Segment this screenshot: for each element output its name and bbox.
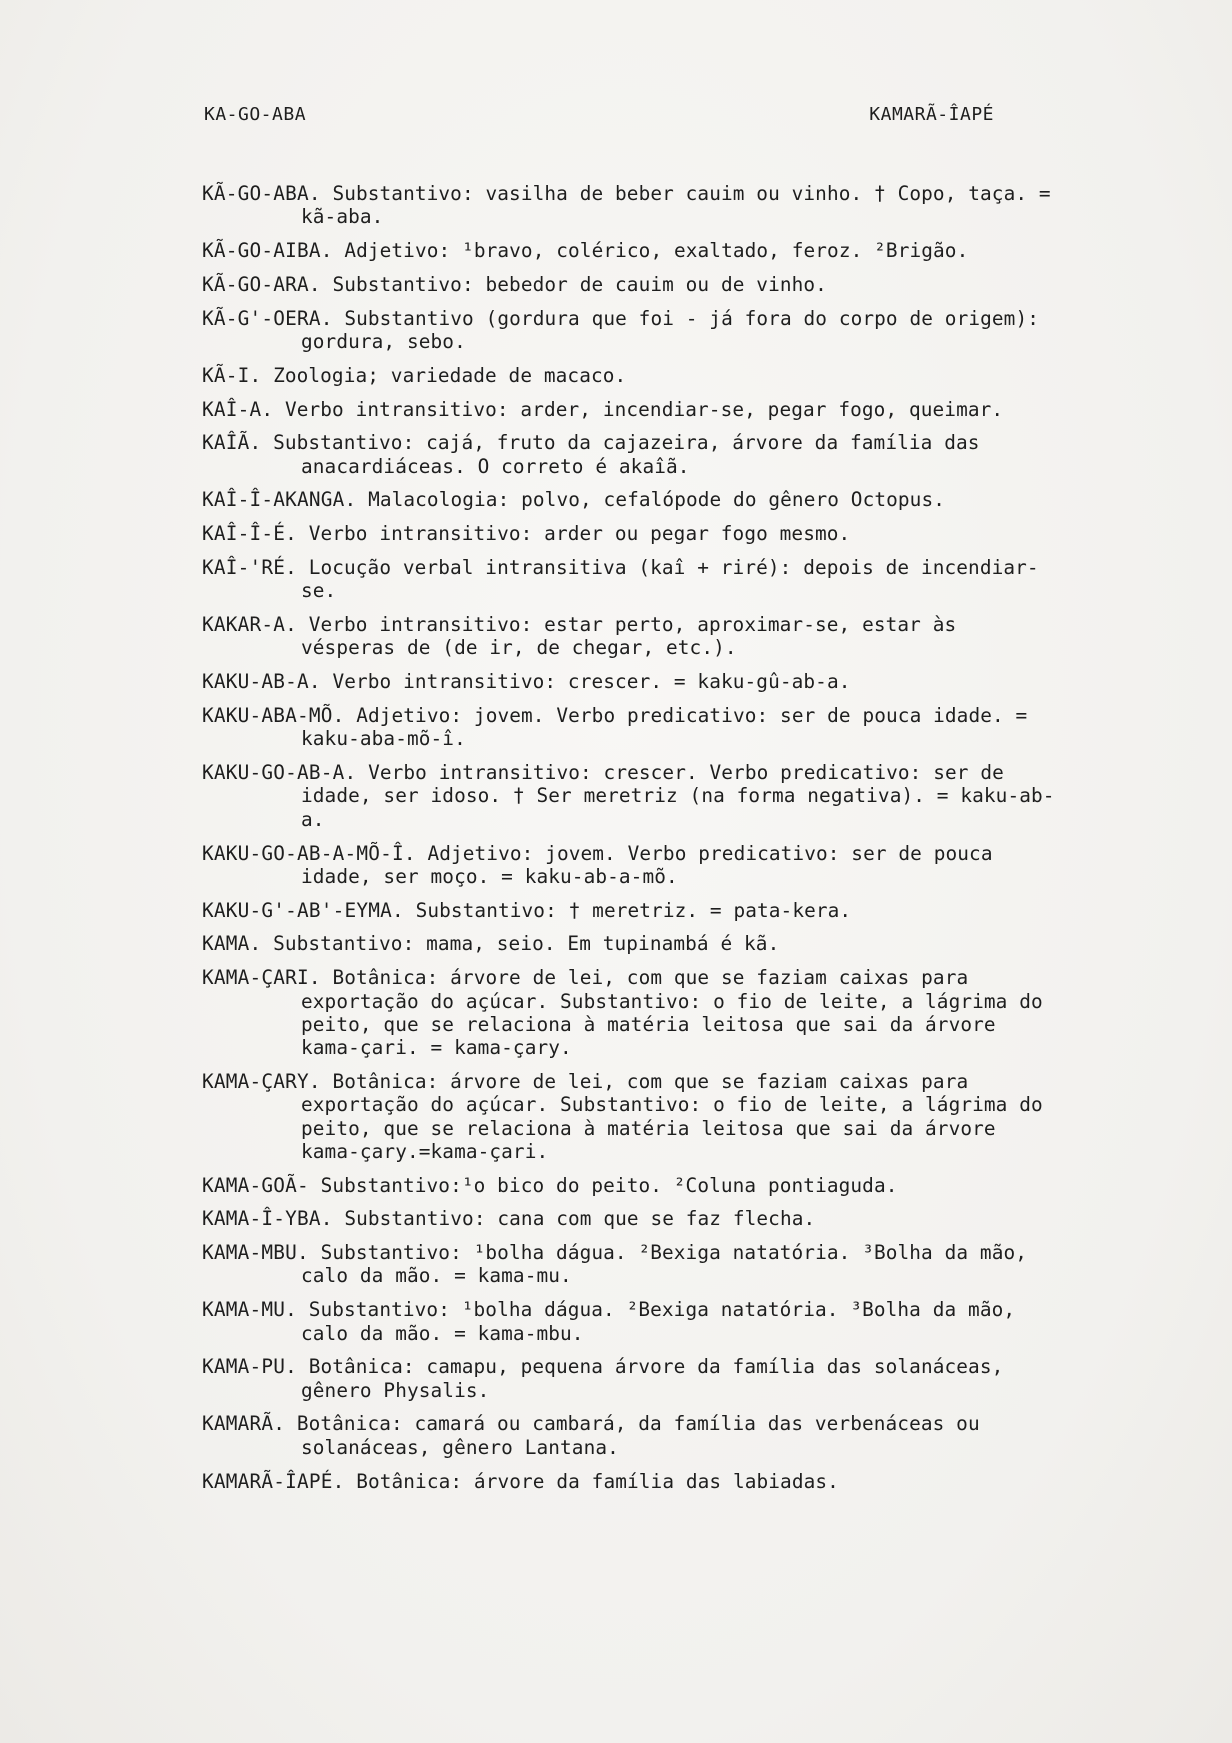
- dictionary-entry: [202, 1412, 1062, 1459]
- dictionary-entry: [202, 431, 1062, 478]
- entry-headword: KAÎ-Î-É.: [202, 522, 297, 546]
- entry-definition: Substantivo:¹o bico do peito. ²Coluna pontiaguda.: [320, 1173, 898, 1197]
- entry-definition: Substantivo: cana com que se faz flecha.: [344, 1207, 816, 1231]
- entry-definition: Locução verbal intransitiva (kaî + riré): depois de incendiar-se.: [301, 556, 1039, 603]
- entry-definition: Substantivo: bebedor de cauim ou de vinho.: [332, 272, 827, 296]
- entry-definition: Substantivo: ¹bolha dágua. ²Bexiga natatória. ³Bolha da mão, calo da mão. = kama-mu.: [301, 1241, 1028, 1288]
- entry-definition: Substantivo: † meretriz. = pata-kera.: [415, 898, 852, 922]
- dictionary-entry: [202, 239, 1062, 262]
- dictionary-entry: [202, 364, 1062, 387]
- entry-definition: Botânica: árvore de lei, com que se faziam caixas para exportação do açúcar. Substantivo: o fio de leite, a lágrima do peito, que se relaciona à matéria leitosa que sai da árvore kama-çari. = kama-çary.: [301, 966, 1043, 1060]
- entry-headword: KAMA-ÇARY.: [202, 1069, 321, 1093]
- entry-definition: Adjetivo: ¹bravo, colérico, exaltado, feroz. ²Brigão.: [344, 239, 969, 263]
- entry-definition: Substantivo: cajá, fruto da cajazeira, árvore da família das anacardiáceas. O correto é akaîã.: [273, 431, 980, 478]
- dictionary-entry: [202, 1355, 1062, 1402]
- entry-definition: Verbo intransitivo: arder ou pegar fogo mesmo.: [308, 522, 851, 546]
- entry-headword: KÃ-G'-OERA.: [202, 306, 333, 330]
- dictionary-entry: [202, 1207, 1062, 1230]
- entry-headword: KAMA-MBU.: [202, 1241, 309, 1265]
- entry-definition: Zoologia; variedade de macaco.: [273, 363, 627, 387]
- dictionary-entry: [202, 556, 1062, 603]
- dictionary-entry: [202, 899, 1062, 922]
- running-header-right: KAMARÃ-ÎAPÉ: [869, 104, 994, 125]
- dictionary-entry: [202, 398, 1062, 421]
- dictionary-entry: [202, 1174, 1062, 1197]
- entry-headword: KÃ-GO-ABA.: [202, 182, 321, 205]
- dictionary-entry: [202, 966, 1062, 1059]
- entry-headword: KAMA-MU.: [202, 1298, 297, 1322]
- entry-definition: Verbo intransitivo: crescer. Verbo predicativo: ser de idade, ser idoso. † Ser meretriz (na forma negativa). = kaku-ab-a.: [301, 761, 1055, 831]
- entry-headword: KAÎ-A.: [202, 397, 274, 421]
- dictionary-entry: [202, 182, 1062, 229]
- entry-headword: KÃ-GO-AIBA.: [202, 239, 333, 263]
- entry-headword: KAÎ-'RÉ.: [202, 556, 297, 580]
- dictionary-entries: [202, 182, 1062, 1503]
- dictionary-entry: [202, 842, 1062, 889]
- dictionary-entry: [202, 1070, 1062, 1163]
- dictionary-entry: [202, 761, 1062, 831]
- dictionary-entry: [202, 1241, 1062, 1288]
- dictionary-entry: [202, 704, 1062, 751]
- entry-definition: Substantivo: ¹bolha dágua. ²Bexiga natatória. ³Bolha da mão, calo da mão. = kama-mbu.: [301, 1298, 1016, 1345]
- dictionary-entry: [202, 1470, 1062, 1493]
- entry-headword: KAKAR-A.: [202, 613, 297, 637]
- dictionary-entry: [202, 670, 1062, 693]
- entry-definition: Botânica: camapu, pequena árvore da família das solanáceas, gênero Physalis.: [301, 1355, 1004, 1402]
- entry-headword: KAKU-GO-AB-A.: [202, 761, 357, 785]
- entry-headword: KAMARÃ-ÎAPÉ.: [202, 1469, 345, 1493]
- entry-headword: KAMA-ÇARI.: [202, 966, 321, 990]
- entry-headword: KÃ-I.: [202, 363, 262, 387]
- entry-headword: KAKU-AB-A.: [202, 670, 321, 694]
- entry-definition: Botânica: árvore da família das labiadas.: [356, 1469, 839, 1493]
- entry-headword: KÃ-GO-ARA.: [202, 272, 321, 296]
- entry-definition: Substantivo: vasilha de beber cauim ou vinho. † Copo, taça. = kã-aba.: [301, 182, 1051, 229]
- running-header-left: KA-GO-ABA: [204, 104, 307, 125]
- dictionary-entry: [202, 307, 1062, 354]
- entry-headword: KAMA.: [202, 932, 262, 956]
- entry-definition: Verbo intransitivo: arder, incendiar-se, pegar fogo, queimar.: [284, 397, 1004, 421]
- entry-headword: KAÎ-Î-AKANGA.: [202, 488, 357, 512]
- entry-headword: KAKU-ABA-MÕ.: [202, 704, 345, 728]
- entry-definition: Malacologia: polvo, cefalópode do gênero Octopus.: [368, 488, 945, 512]
- dictionary-entry: [202, 613, 1062, 660]
- dictionary-entry: [202, 932, 1062, 955]
- entry-headword: KAMA-PU.: [202, 1355, 297, 1379]
- entry-headword: KAMA-GOÃ-: [202, 1173, 309, 1197]
- entry-headword: KAMA-Î-YBA.: [202, 1207, 333, 1231]
- entry-definition: Adjetivo: jovem. Verbo predicativo: ser de pouca idade. = kaku-aba-mõ-î.: [301, 704, 1028, 751]
- entry-definition: Botânica: árvore de lei, com que se faziam caixas para exportação do açúcar. Substantivo: o fio de leite, a lágrima do peito, que se relaciona à matéria leitosa que sai da árvore kama-çary.=kama-çari.: [301, 1069, 1043, 1163]
- entry-definition: Botânica: camará ou cambará, da família das verbenáceas ou solanáceas, gênero Lantana.: [296, 1412, 980, 1459]
- entry-definition: Adjetivo: jovem. Verbo predicativo: ser de pouca idade, ser moço. = kaku-ab-a-mõ.: [301, 841, 993, 888]
- entry-definition: Substantivo (gordura que foi - já fora do corpo de origem): gordura, sebo.: [301, 306, 1039, 353]
- entry-headword: KAKU-G'-AB'-EYMA.: [202, 898, 404, 922]
- dictionary-entry: [202, 522, 1062, 545]
- dictionary-entry: [202, 273, 1062, 296]
- entry-definition: Verbo intransitivo: estar perto, aproximar-se, estar às vésperas de (de ir, de chegar, etc.).: [301, 613, 957, 660]
- entry-headword: KAMARÃ.: [202, 1412, 286, 1436]
- entry-definition: Verbo intransitivo: crescer. = kaku-gû-ab-a.: [332, 670, 851, 694]
- entry-definition: Substantivo: mama, seio. Em tupinambá é kã.: [273, 932, 780, 956]
- dictionary-entry: [202, 1298, 1062, 1345]
- entry-headword: KAKU-GO-AB-A-MÕ-Î.: [202, 841, 416, 865]
- entry-headword: KAÎÃ.: [202, 431, 262, 455]
- dictionary-entry: [202, 488, 1062, 511]
